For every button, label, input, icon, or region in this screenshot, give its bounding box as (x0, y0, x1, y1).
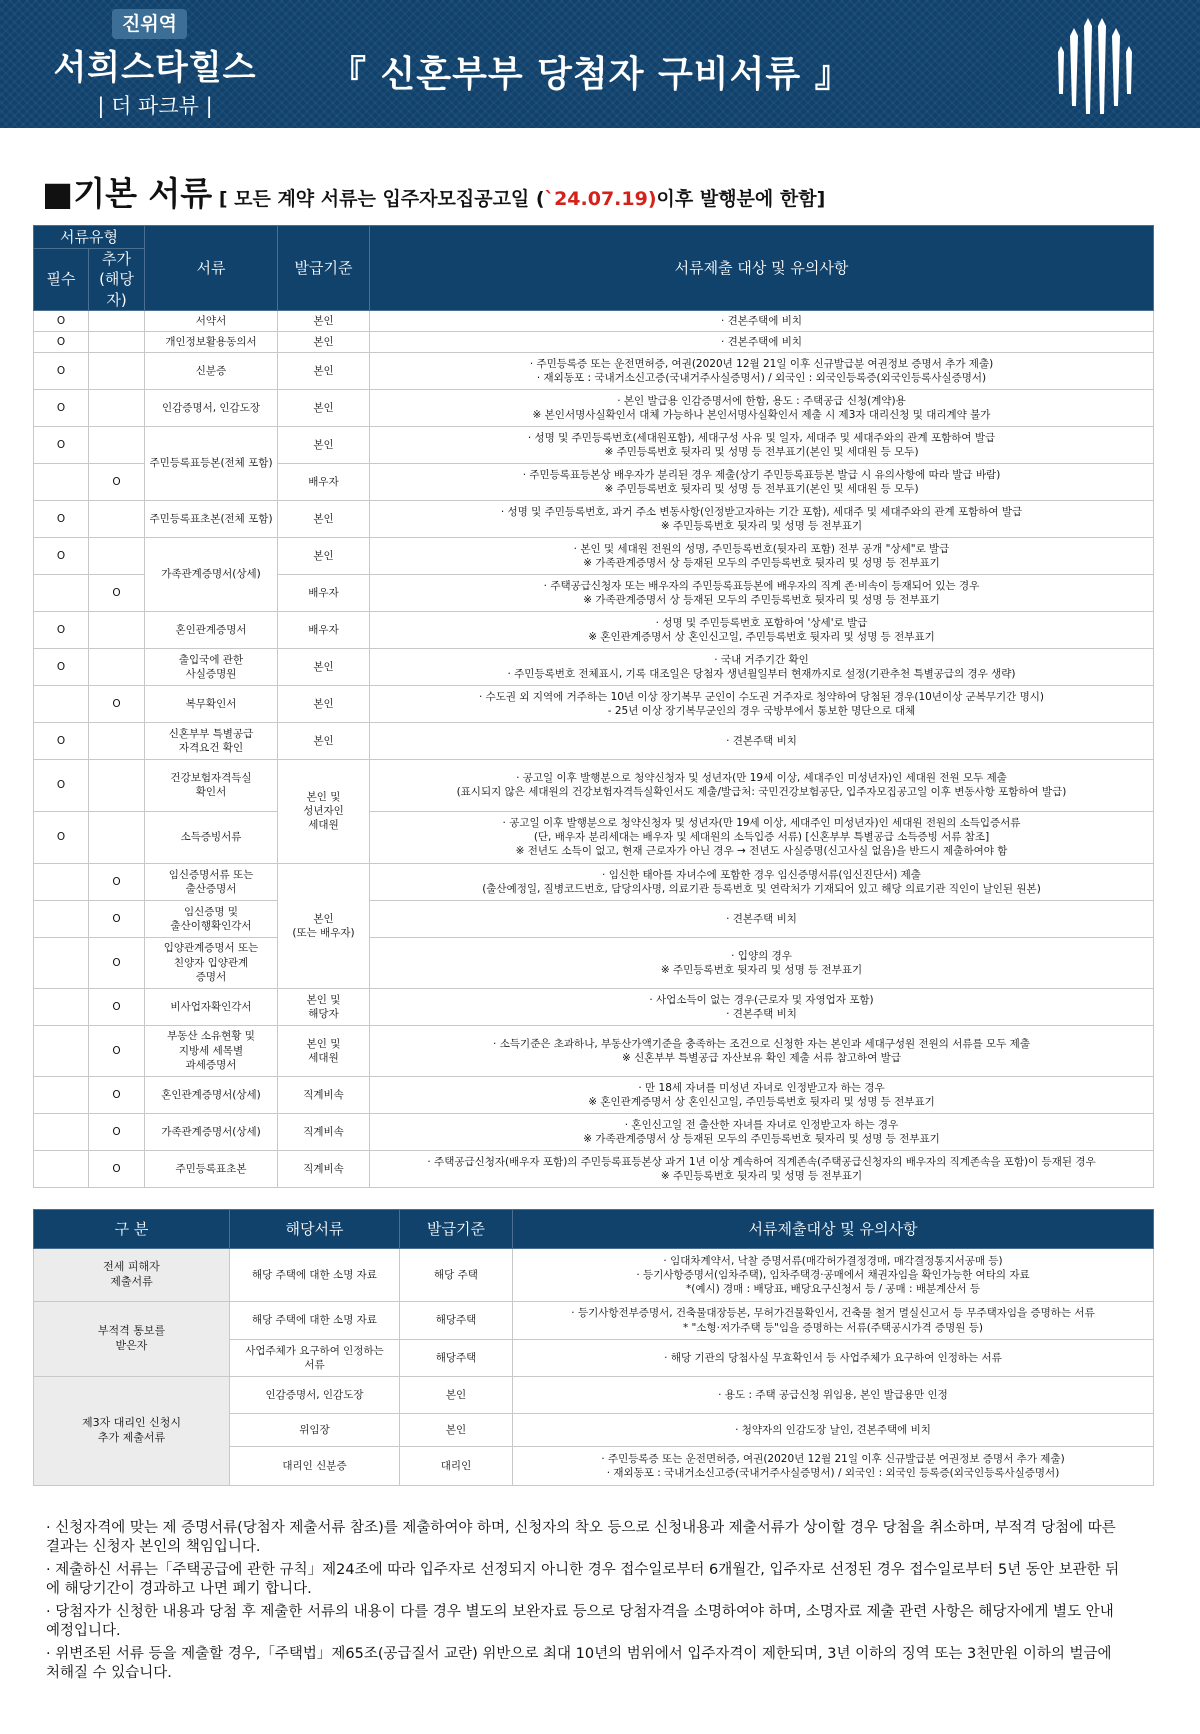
section-note-after: 이후 발행분에 한함] (656, 188, 826, 210)
section-title: 기본 서류 (73, 174, 213, 213)
issue-basis: 본인 (278, 331, 370, 352)
issue-basis: 본인 (278, 500, 370, 537)
brand-logo-subtitle: | 더 파크뷰 | (97, 94, 213, 118)
additional-mark: O (89, 1150, 145, 1187)
additional-documents-table (33, 1209, 1154, 1486)
table-row (34, 1025, 1154, 1076)
required-mark: O (34, 426, 89, 463)
required-mark: O (34, 310, 89, 331)
document-name: 소득증빙서류 (145, 811, 278, 863)
document-notes: · 공고일 이후 발행분으로 청약신청자 및 성년자(만 19세 이상, 세대주인 미성년자)인 세대원 전원 모두 제출 (표시되지 않은 세대원의 건강보험자격득실확인서도 제출/발급처: 국민건강보험공단, 입주자모집공고일 이후 변동사항 포함하여 발급) (370, 759, 1154, 811)
issue-basis: 배우자 (278, 574, 370, 611)
required-mark: O (34, 331, 89, 352)
table-row (34, 500, 1154, 537)
table-row (34, 937, 1154, 988)
footnotes (46, 1519, 1126, 1687)
issue-basis: 본인 (278, 722, 370, 759)
table-row (34, 1377, 1154, 1414)
document-notes: · 본인 발급용 인감증명서에 한함, 용도 : 주택공급 신청(계약)용 ※ 본인서명사실확인서 대체 가능하나 본인서명사실확인서 제출 시 제3자 대리신청 및 대리계약 불가 (370, 389, 1154, 426)
issue-basis: 본인 (400, 1414, 513, 1447)
header-banner (0, 0, 1200, 128)
document-notes: · 혼인신고일 전 출산한 자녀를 자녀로 인정받고자 하는 경우 ※ 가족관계증명서 상 등재된 모두의 주민등록번호 뒷자리 및 성명 등 전부표기 (370, 1113, 1154, 1150)
document-name: 주민등록표초본 (145, 1150, 278, 1187)
issue-basis: 본인 (278, 389, 370, 426)
required-mark: O (34, 537, 89, 574)
issue-basis: 직계비속 (278, 1150, 370, 1187)
document-notes: · 견본주택 비치 (370, 900, 1154, 937)
required-mark: O (34, 648, 89, 685)
section-marker: ■ (42, 174, 74, 213)
issue-basis: 대리인 (400, 1447, 513, 1486)
document-name: 복무확인서 (145, 685, 278, 722)
issue-basis: 본인 (278, 352, 370, 389)
table-row (34, 722, 1154, 759)
required-mark: O (34, 611, 89, 648)
additional-mark: O (89, 937, 145, 988)
issue-basis: 해당주택 (400, 1302, 513, 1340)
issue-basis: 본인 (278, 426, 370, 463)
issue-basis: 본인 및 성년자인 세대원 (278, 759, 370, 863)
header-additional: 추가 (해당자) (89, 249, 145, 311)
document-name: 부동산 소유현황 및 지방세 세목별 과세증명서 (145, 1025, 278, 1076)
table-row (34, 1150, 1154, 1187)
additional-mark: O (89, 1113, 145, 1150)
document-notes: · 사업소득이 없는 경우(근로자 및 자영업자 포함) · 견본주택 비치 (370, 988, 1154, 1025)
document-name: 해당 주택에 대한 소명 자료 (230, 1249, 400, 1302)
header-document: 해당서류 (230, 1210, 400, 1249)
footnote: · 제출하신 서류는「주택공급에 관한 규칙」제24조에 따라 입주자로 선정되지 아니한 경우 접수일로부터 6개월간, 입주자로 선정된 경우 접수일로부터 5년 동안 보관한 뒤에 해당기간이 경과하고 나면 폐기 합니다. (46, 1562, 1120, 1597)
issue-basis: 직계비속 (278, 1076, 370, 1113)
required-mark: O (34, 722, 89, 759)
document-notes: · 주택공급신청자 또는 배우자의 주민등록표등본에 배우자의 직계 존·비속이 등재되어 있는 경우 ※ 가족관계증명서 상 등재된 모두의 주민등록번호 뒷자리 및 성명 등 전부표기 (370, 574, 1154, 611)
document-notes: · 주택공급신청자(배우자 포함)의 주민등록표등본상 과거 1년 이상 계속하여 직계존속(주택공급신청자의 배우자의 직계존속을 포함)이 등재된 경우 ※ 주민등록번호 뒷자리 및 성명 등 전부표기 (370, 1150, 1154, 1187)
document-notes: · 임신한 태아를 자녀수에 포함한 경우 임신증명서류(임신진단서) 제출 (출산예정일, 질병코드번호, 담당의사명, 의료기관 등록번호 및 연락처가 기재되어 있고 해당 의료기관 직인이 날인된 원본) (370, 863, 1154, 900)
document-notes: · 견본주택에 비치 (370, 310, 1154, 331)
document-name: 인감증명서, 인감도장 (230, 1377, 400, 1414)
document-notes: · 주민등록증 또는 운전면허증, 여권(2020년 12월 21일 이후 신규발급분 여권정보 증명서 추가 제출) · 재외동포 : 국내거소신고증(국내거주사실증명서) / 외국인 : 외국인 등록증(외국인등록사실증명서) (513, 1447, 1154, 1486)
category-cell: 부적격 통보를 받은자 (34, 1302, 230, 1377)
issue-basis: 본인 (278, 685, 370, 722)
document-notes: · 주민등록증 또는 운전면허증, 여권(2020년 12월 21일 이후 신규발급분 여권정보 증명서 추가 제출) · 재외동포 : 국내거소신고증(국내거주사실증명서) / 외국인 : 외국인등록증(외국인등록사실증명서) (370, 352, 1154, 389)
header-document: 서류 (145, 226, 278, 311)
document-name: 개인정보활용동의서 (145, 331, 278, 352)
document-notes: · 주민등록표등본상 배우자가 분리된 경우 제출(상기 주민등록표등본 발급 시 유의사항에 따라 발급 바람) ※ 주민등록번호 뒷자리 및 성명 등 전부표기(본인 및 세대원 등 모두) (370, 463, 1154, 500)
issue-basis: 배우자 (278, 611, 370, 648)
additional-mark: O (89, 685, 145, 722)
document-notes: · 국내 거주기간 확인 · 주민등록번호 전체표시, 기록 대조일은 당첨자 생년월일부터 현재까지로 설정(기관추천 특별공급의 경우 생략) (370, 648, 1154, 685)
issue-basis: 본인 및 해당자 (278, 988, 370, 1025)
table-row (34, 389, 1154, 426)
footnote: · 위변조된 서류 등을 제출할 경우,「주택법」제65조(공급질서 교란) 위반으로 최대 10년의 범위에서 입주자격이 제한되며, 3년 이하의 징역 또는 3천만원 이하의 벌금에 처해질 수 있습니다. (46, 1646, 1112, 1681)
document-name: 위임장 (230, 1414, 400, 1447)
document-notes: · 견본주택 비치 (370, 722, 1154, 759)
table-row (34, 1076, 1154, 1113)
table-row (34, 352, 1154, 389)
table-row (34, 1113, 1154, 1150)
document-name: 출입국에 관한 사실증명원 (145, 648, 278, 685)
document-notes: · 만 18세 자녀를 미성년 자녀로 인정받고자 하는 경우 ※ 혼인관계증명서 상 혼인신고일, 주민등록번호 뒷자리 및 성명 등 전부표기 (370, 1076, 1154, 1113)
issue-basis: 해당 주택 (400, 1249, 513, 1302)
document-name: 임신증명서류 또는 출산증명서 (145, 863, 278, 900)
document-notes: · 본인 및 세대원 전원의 성명, 주민등록번호(뒷자리 포함) 전부 공개 "상세"로 발급 ※ 가족관계증명서 상 등재된 모두의 주민등록번호 뒷자리 및 성명 등 전부표기 (370, 537, 1154, 574)
required-mark: O (34, 811, 89, 863)
category-cell: 제3자 대리인 신청시 추가 제출서류 (34, 1377, 230, 1486)
document-name: 건강보험자격득실 확인서 (145, 759, 278, 811)
issue-basis: 배우자 (278, 463, 370, 500)
issue-basis: 본인 (278, 537, 370, 574)
header-issue-basis: 발급기준 (278, 226, 370, 311)
document-notes: · 해당 기관의 당첨사실 무효확인서 등 사업주체가 요구하여 인정하는 서류 (513, 1340, 1154, 1377)
document-name: 주민등록표등본(전체 포함) (145, 426, 278, 500)
section-note-before: [ 모든 계약 서류는 입주자모집공고일 ( (212, 188, 545, 210)
document-notes: · 공고일 이후 발행분으로 청약신청자 및 성년자(만 19세 이상, 세대주인 미성년자)인 세대원 전원의 소득입증서류 (단, 배우자 분리세대는 배우자 및 세대원의 소득입증 서류) [신혼부부 특별공급 소득증빙 서류 참조] ※ 전년도 소득이 없고, 현재 근로자가 아닌 경우 → 전년도 사실증명(신고사실 없음)을 반드시 제출하여야 함 (370, 811, 1154, 863)
header-required: 필수 (34, 249, 89, 311)
document-name: 사업주체가 요구하여 인정하는 서류 (230, 1340, 400, 1377)
table-row (34, 426, 1154, 463)
table-row (34, 310, 1154, 331)
document-name: 신혼부부 특별공급 자격요건 확인 (145, 722, 278, 759)
additional-mark: O (89, 1076, 145, 1113)
document-name: 혼인관계증명서 (145, 611, 278, 648)
brand-logo-text: 서희스타힐스 (53, 48, 257, 88)
required-mark: O (34, 500, 89, 537)
document-name: 인감증명서, 인감도장 (145, 389, 278, 426)
table-row (34, 685, 1154, 722)
table-row (34, 900, 1154, 937)
table-row (34, 648, 1154, 685)
document-name: 해당 주택에 대한 소명 자료 (230, 1302, 400, 1340)
section-heading (42, 168, 825, 215)
additional-mark: O (89, 988, 145, 1025)
document-notes: · 청약자의 인감도장 날인, 견본주택에 비치 (513, 1414, 1154, 1447)
issue-basis: 직계비속 (278, 1113, 370, 1150)
document-notes: · 성명 및 주민등록번호 포함하여 '상세'로 발급 ※ 혼인관계증명서 상 혼인신고일, 주민등록번호 뒷자리 및 성명 등 전부표기 (370, 611, 1154, 648)
issue-basis: 본인 (278, 648, 370, 685)
issue-basis: 본인 (278, 310, 370, 331)
document-notes: · 견본주택에 비치 (370, 331, 1154, 352)
document-notes: · 수도권 외 지역에 거주하는 10년 이상 장기복무 군인이 수도권 거주자로 청약하여 당첨된 경우(10년이상 군복무기간 명시) - 25년 이상 장기복무군인의 경우 국방부에서 통보한 명단으로 대체 (370, 685, 1154, 722)
required-mark: O (34, 389, 89, 426)
section-note-date: `24.07.19) (544, 188, 657, 210)
page-title: 『 신혼부부 당첨자 구비서류 』 (330, 54, 852, 95)
issue-basis: 본인 및 세대원 (278, 1025, 370, 1076)
document-notes: · 임대차계약서, 낙찰 증명서류(매각허가결정경매, 매각결정통지서공매 등) · 등기사항증명서(임차주택), 임차주택경·공매에서 채권자임을 확인가능한 여타의 자료 *(예시) 경매 : 배당표, 배당요구신청서 등 / 공매 : 배분계산서 등 (513, 1249, 1154, 1302)
document-notes: · 입양의 경우 ※ 주민등록번호 뒷자리 및 성명 등 전부표기 (370, 937, 1154, 988)
document-notes: · 성명 및 주민등록번호, 과거 주소 변동사항(인정받고자하는 기간 포함), 세대주 및 세대주와의 관계 포함하여 발급 ※ 주민등록번호 뒷자리 및 성명 등 전부표기 (370, 500, 1154, 537)
section-note (212, 188, 825, 210)
footnote: · 당첨자가 신청한 내용과 당첨 후 제출한 서류의 내용이 다를 경우 별도의 보완자료 등으로 당첨자격을 소명하여야 하며, 소명자료 제출 관련 사항은 해당자에게 별도 안내 예정입니다. (46, 1604, 1114, 1639)
additional-mark: O (89, 574, 145, 611)
document-name: 주민등록표초본(전체 포함) (145, 500, 278, 537)
document-name: 서약서 (145, 310, 278, 331)
table-row (34, 1302, 1154, 1340)
document-name: 혼인관계증명서(상세) (145, 1076, 278, 1113)
additional-mark: O (89, 1025, 145, 1076)
additional-mark: O (89, 900, 145, 937)
document-notes: · 소득기준은 초과하나, 부동산가액기준을 충족하는 조건으로 신청한 자는 본인과 세대구성원 전원의 서류를 모두 제출 ※ 신혼부부 특별공급 자산보유 확인 제출 서류 참고하여 발급 (370, 1025, 1154, 1076)
table-row (34, 759, 1154, 811)
document-name: 임신증명 및 출산이행확인각서 (145, 900, 278, 937)
document-name: 비사업자확인각서 (145, 988, 278, 1025)
additional-mark: O (89, 863, 145, 900)
header-issue-basis: 발급기준 (400, 1210, 513, 1249)
issue-basis: 본인 (또는 배우자) (278, 863, 370, 988)
required-mark: O (34, 352, 89, 389)
document-name: 대리인 신분증 (230, 1447, 400, 1486)
header-document-type: 서류유형 (34, 226, 145, 249)
table-row (34, 611, 1154, 648)
location-badge: 진위역 (112, 9, 187, 39)
table-row (34, 331, 1154, 352)
table-row (34, 988, 1154, 1025)
header-notes: 서류제출 대상 및 유의사항 (370, 226, 1154, 311)
basic-documents-table (33, 225, 1154, 1188)
header-notes: 서류제출대상 및 유의사항 (513, 1210, 1154, 1249)
table-row (34, 863, 1154, 900)
issue-basis: 해당주택 (400, 1340, 513, 1377)
document-name: 입양관계증명서 또는 친양자 입양관계 증명서 (145, 937, 278, 988)
required-mark: O (34, 759, 89, 811)
document-notes: · 용도 : 주택 공급신청 위임용, 본인 발급용만 인정 (513, 1377, 1154, 1414)
footnote: · 신청자격에 맞는 제 증명서류(당첨자 제출서류 참조)를 제출하여야 하며, 신청자의 착오 등으로 신청내용과 제출서류가 상이할 경우 당첨을 취소하며, 부적격 당첨에 따른 결과는 신청자 본인의 책임입니다. (46, 1520, 1116, 1555)
additional-mark: O (89, 463, 145, 500)
header-category: 구 분 (34, 1210, 230, 1249)
document-name: 가족관계증명서(상세) (145, 537, 278, 611)
document-notes: · 성명 및 주민등록번호(세대원포함), 세대구성 사유 및 일자, 세대주 및 세대주와의 관계 포함하여 발급 ※ 주민등록번호 뒷자리 및 성명 등 전부표기(본인 및 세대원 등 모두) (370, 426, 1154, 463)
document-name: 가족관계증명서(상세) (145, 1113, 278, 1150)
brand-emblem-icon (1050, 18, 1140, 114)
category-cell: 전세 피해자 제출서류 (34, 1249, 230, 1302)
table-row (34, 811, 1154, 863)
table-row (34, 537, 1154, 574)
document-name: 신분증 (145, 352, 278, 389)
document-notes: · 등기사항전부증명서, 건축물대장등본, 무허가건물확인서, 건축물 철거 멸실신고서 등 무주택자임을 증명하는 서류 * "소형·저가주택 등"임을 증명하는 서류(주택공시가격 증명원 등) (513, 1302, 1154, 1340)
table-row (34, 1249, 1154, 1302)
issue-basis: 본인 (400, 1377, 513, 1414)
